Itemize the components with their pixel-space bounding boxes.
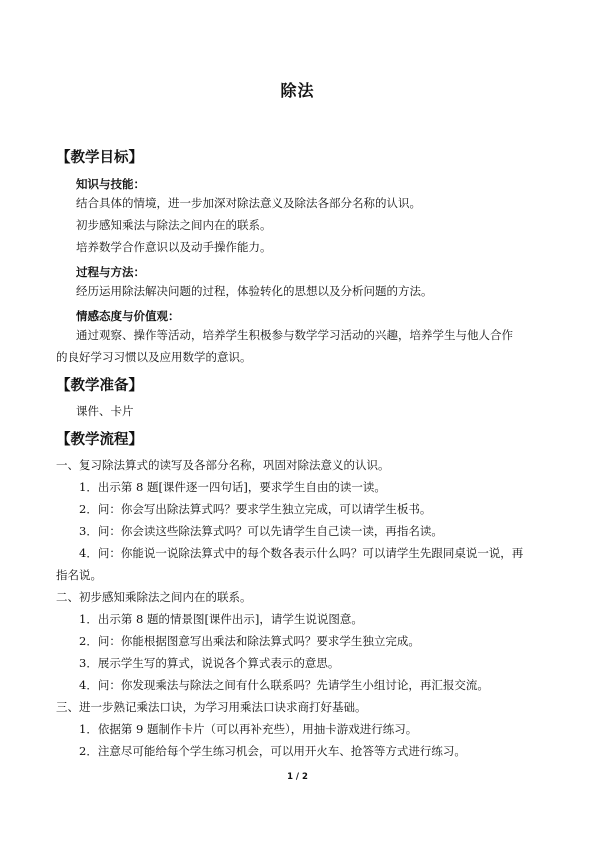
subheading-process: 过程与方法： xyxy=(76,265,145,279)
text-line: 初步感知乘法与除法之间内在的联系。 xyxy=(76,218,272,232)
text-line: 的良好学习习惯以及应用数学的意识。 xyxy=(56,350,252,364)
text-line: 结合具体的情境，进一步加深对除法意义及除法各部分名称的认识。 xyxy=(76,196,421,210)
section-heading-goals: 【教学目标】 xyxy=(56,150,143,166)
section-heading-prep: 【教学准备】 xyxy=(56,378,143,394)
list-item: 2．问：你会写出除法算式吗？要求学生独立完成，可以请学生板书。 xyxy=(79,502,432,516)
subheading-knowledge: 知识与技能： xyxy=(76,177,145,191)
list-item: 2．问：你能根据图意写出乘法和除法算式吗？要求学生独立完成。 xyxy=(79,634,420,648)
list-item: 1．依据第 9 题制作卡片（可以再补充些），用抽卡游戏进行练习。 xyxy=(79,722,418,736)
list-item: 1．出示第 8 题[课件逐一四句话]，要求学生自由的读一读。 xyxy=(79,480,386,494)
text-line: 培养数学合作意识以及动手操作能力。 xyxy=(76,240,272,254)
text-line: 通过观察、操作等活动，培养学生积极参与数学学习活动的兴趣，培养学生与他人合作 xyxy=(76,328,513,342)
text-line: 三、进一步熟记乘法口诀，为学习用乘法口诀求商打好基础。 xyxy=(56,700,367,714)
list-item: 4．问：你发现乘法与除法之间有什么联系吗？先请学生小组讨论，再汇报交流。 xyxy=(79,678,489,692)
text-line: 经历运用除法解决问题的过程，体验转化的思想以及分析问题的方法。 xyxy=(76,284,433,298)
list-item: 1．出示第 8 题的情景图[课件出示]，请学生说说图意。 xyxy=(79,612,363,626)
text-line: 指名说。 xyxy=(56,568,102,582)
page-title: 除法 xyxy=(280,81,315,100)
text-line: 课件、卡片 xyxy=(76,404,134,418)
text-line: 一、复习除法算式的读写及各部分名称，巩固对除法意义的认识。 xyxy=(56,458,390,472)
text-line: 二、初步感知乘除法之间内在的联系。 xyxy=(56,590,252,604)
section-heading-flow: 【教学流程】 xyxy=(56,432,143,448)
page-number: 1 / 2 xyxy=(287,772,308,782)
list-item: 3．问：你会读这些除法算式吗？可以先请学生自己读一读，再指名读。 xyxy=(79,524,443,538)
list-item: 3．展示学生写的算式，说说各个算式表示的意思。 xyxy=(79,656,340,670)
list-item: 4．问：你能说一说除法算式中的每个数各表示什么吗？可以请学生先跟同桌说一说，再 xyxy=(79,546,524,560)
subheading-attitude: 情感态度与价值观： xyxy=(76,309,180,323)
list-item: 2．注意尽可能给每个学生练习机会，可以用开火车、抢答等方式进行练习。 xyxy=(79,744,466,758)
